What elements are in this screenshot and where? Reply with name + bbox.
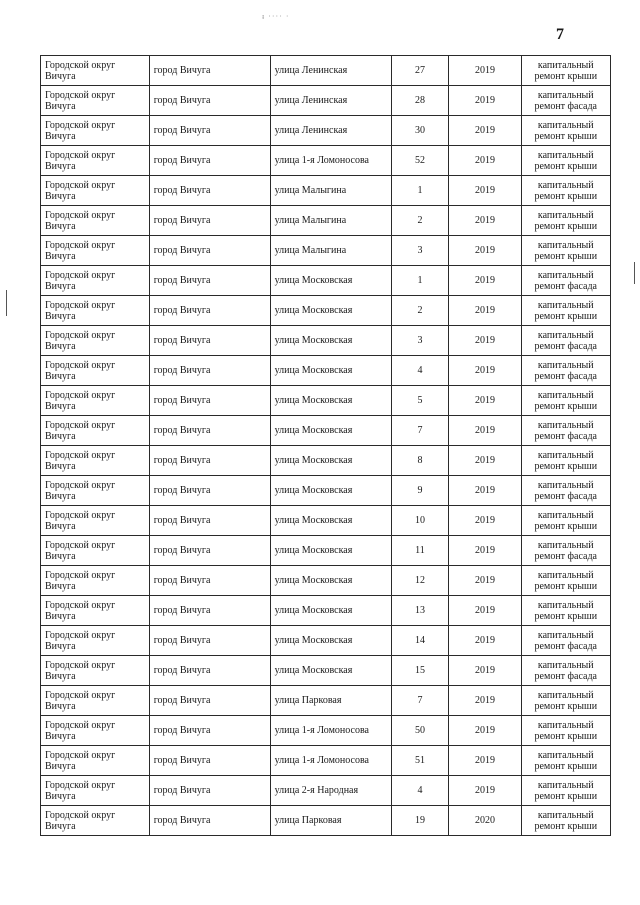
- work-type-cell-line: ремонт крыши: [534, 730, 598, 742]
- house-number-cell: 1: [391, 176, 449, 206]
- okrug-cell: [41, 716, 150, 746]
- okrug-cell-line: Вичуга: [45, 190, 76, 202]
- okrug-cell-line: Городской округ: [45, 179, 116, 191]
- work-type-cell-line: капитальный: [537, 659, 594, 671]
- city-cell: город Вичуга: [149, 326, 270, 356]
- work-type-cell: [521, 716, 610, 746]
- okrug-cell-line: Вичуга: [45, 370, 76, 382]
- work-type-cell-line: капитальный: [537, 89, 594, 101]
- table-row: [41, 206, 611, 236]
- work-type-cell-line: капитальный: [537, 449, 594, 461]
- work-type-cell: [521, 626, 610, 656]
- house-number-cell: 5: [391, 386, 449, 416]
- okrug-cell: [41, 146, 150, 176]
- work-type-cell-line: капитальный: [537, 749, 594, 761]
- city-cell: город Вичуга: [149, 296, 270, 326]
- okrug-cell: [41, 356, 150, 386]
- year-cell: 2019: [449, 536, 521, 566]
- table-row: [41, 476, 611, 506]
- city-cell: город Вичуга: [149, 116, 270, 146]
- table-row: [41, 446, 611, 476]
- okrug-cell-line: Городской округ: [45, 119, 116, 131]
- work-type-cell-line: ремонт крыши: [534, 520, 598, 532]
- work-type-cell-line: ремонт фасада: [534, 370, 597, 382]
- okrug-cell: [41, 176, 150, 206]
- okrug-cell: [41, 506, 150, 536]
- work-type-cell-line: капитальный: [537, 419, 594, 431]
- work-type-cell-line: ремонт фасада: [534, 550, 597, 562]
- table-row: [41, 716, 611, 746]
- year-cell: 2019: [449, 386, 521, 416]
- street-cell: улица Парковая: [270, 686, 391, 716]
- work-type-cell-line: ремонт крыши: [534, 130, 598, 142]
- street-cell: улица Московская: [270, 596, 391, 626]
- okrug-cell-line: Вичуга: [45, 460, 76, 472]
- okrug-cell-line: Вичуга: [45, 520, 76, 532]
- work-type-cell-line: капитальный: [537, 269, 594, 281]
- year-cell: 2019: [449, 176, 521, 206]
- okrug-cell-line: Городской округ: [45, 59, 116, 71]
- street-cell: улица Малыгина: [270, 206, 391, 236]
- city-cell: город Вичуга: [149, 656, 270, 686]
- okrug-cell-line: Городской округ: [45, 419, 116, 431]
- street-cell: улица Парковая: [270, 806, 391, 836]
- okrug-cell: [41, 236, 150, 266]
- table-row: [41, 806, 611, 836]
- okrug-cell: [41, 326, 150, 356]
- street-cell: улица Московская: [270, 296, 391, 326]
- okrug-cell-line: Вичуга: [45, 400, 76, 412]
- city-cell: город Вичуга: [149, 596, 270, 626]
- house-number-cell: 51: [391, 746, 449, 776]
- street-cell: улица Московская: [270, 266, 391, 296]
- city-cell: город Вичуга: [149, 356, 270, 386]
- year-cell: 2020: [449, 806, 521, 836]
- okrug-cell: [41, 686, 150, 716]
- okrug-cell-line: Вичуга: [45, 640, 76, 652]
- margin-mark: [634, 262, 635, 284]
- house-number-cell: 13: [391, 596, 449, 626]
- house-number-cell: 4: [391, 356, 449, 386]
- city-cell: город Вичуга: [149, 806, 270, 836]
- okrug-cell-line: Городской округ: [45, 629, 116, 641]
- table-row: [41, 566, 611, 596]
- work-type-cell-line: капитальный: [537, 149, 594, 161]
- year-cell: 2019: [449, 56, 521, 86]
- year-cell: 2019: [449, 416, 521, 446]
- work-type-cell-line: капитальный: [537, 299, 594, 311]
- house-number-cell: 1: [391, 266, 449, 296]
- street-cell: улица Московская: [270, 326, 391, 356]
- okrug-cell-line: Городской округ: [45, 329, 116, 341]
- city-cell: город Вичуга: [149, 686, 270, 716]
- street-cell: улица Московская: [270, 356, 391, 386]
- house-number-cell: 11: [391, 536, 449, 566]
- okrug-cell-line: Вичуга: [45, 160, 76, 172]
- work-type-cell-line: капитальный: [537, 179, 594, 191]
- street-cell: улица 2-я Народная: [270, 776, 391, 806]
- city-cell: город Вичуга: [149, 176, 270, 206]
- house-number-cell: 12: [391, 566, 449, 596]
- okrug-cell-line: Вичуга: [45, 220, 76, 232]
- work-type-cell: [521, 446, 610, 476]
- city-cell: город Вичуга: [149, 56, 270, 86]
- house-number-cell: 19: [391, 806, 449, 836]
- okrug-cell-line: Городской округ: [45, 689, 116, 701]
- work-type-cell-line: ремонт крыши: [534, 220, 598, 232]
- work-type-cell: [521, 116, 610, 146]
- city-cell: город Вичуга: [149, 206, 270, 236]
- year-cell: 2019: [449, 626, 521, 656]
- work-type-cell-line: капитальный: [537, 479, 594, 491]
- city-cell: город Вичуга: [149, 86, 270, 116]
- okrug-cell-line: Городской округ: [45, 659, 116, 671]
- work-type-cell: [521, 356, 610, 386]
- year-cell: 2019: [449, 596, 521, 626]
- okrug-cell-line: Городской округ: [45, 749, 116, 761]
- street-cell: улица Ленинская: [270, 86, 391, 116]
- okrug-cell-line: Вичуга: [45, 130, 76, 142]
- street-cell: улица Ленинская: [270, 56, 391, 86]
- house-number-cell: 2: [391, 296, 449, 326]
- work-type-cell: [521, 266, 610, 296]
- city-cell: город Вичуга: [149, 446, 270, 476]
- work-type-cell-line: капитальный: [537, 509, 594, 521]
- okrug-cell-line: Вичуга: [45, 280, 76, 292]
- work-type-cell-line: ремонт фасада: [534, 490, 597, 502]
- work-type-cell-line: капитальный: [537, 59, 594, 71]
- work-type-cell: [521, 176, 610, 206]
- work-type-cell-line: капитальный: [537, 569, 594, 581]
- okrug-cell-line: Вичуга: [45, 310, 76, 322]
- okrug-cell-line: Вичуга: [45, 550, 76, 562]
- work-type-cell-line: капитальный: [537, 719, 594, 731]
- street-cell: улица Московская: [270, 566, 391, 596]
- year-cell: 2019: [449, 236, 521, 266]
- work-type-cell: [521, 416, 610, 446]
- scan-artifact: ᵻ ···· ·: [262, 12, 290, 21]
- work-type-cell: [521, 206, 610, 236]
- okrug-cell: [41, 266, 150, 296]
- work-type-cell-line: ремонт крыши: [534, 610, 598, 622]
- table-row: [41, 746, 611, 776]
- okrug-cell-line: Вичуга: [45, 670, 76, 682]
- house-number-cell: 14: [391, 626, 449, 656]
- okrug-cell-line: Городской округ: [45, 209, 116, 221]
- table-row: [41, 86, 611, 116]
- house-number-cell: 8: [391, 446, 449, 476]
- okrug-cell: [41, 626, 150, 656]
- city-cell: город Вичуга: [149, 266, 270, 296]
- work-type-cell-line: ремонт фасада: [534, 670, 597, 682]
- repair-schedule-table: [40, 55, 611, 836]
- okrug-cell-line: Городской округ: [45, 269, 116, 281]
- table-row: [41, 266, 611, 296]
- okrug-cell-line: Городской округ: [45, 89, 116, 101]
- work-type-cell: [521, 746, 610, 776]
- house-number-cell: 3: [391, 326, 449, 356]
- work-type-cell-line: ремонт фасада: [534, 340, 597, 352]
- house-number-cell: 50: [391, 716, 449, 746]
- work-type-cell-line: ремонт крыши: [534, 700, 598, 712]
- okrug-cell: [41, 476, 150, 506]
- street-cell: улица Московская: [270, 536, 391, 566]
- year-cell: 2019: [449, 686, 521, 716]
- work-type-cell-line: ремонт фасада: [534, 430, 597, 442]
- street-cell: улица Малыгина: [270, 176, 391, 206]
- work-type-cell-line: ремонт крыши: [534, 160, 598, 172]
- work-type-cell: [521, 506, 610, 536]
- okrug-cell-line: Вичуга: [45, 610, 76, 622]
- okrug-cell: [41, 116, 150, 146]
- work-type-cell-line: капитальный: [537, 119, 594, 131]
- city-cell: город Вичуга: [149, 416, 270, 446]
- city-cell: город Вичуга: [149, 566, 270, 596]
- work-type-cell-line: капитальный: [537, 779, 594, 791]
- okrug-cell-line: Вичуга: [45, 760, 76, 772]
- work-type-cell: [521, 386, 610, 416]
- okrug-cell-line: Вичуга: [45, 430, 76, 442]
- okrug-cell: [41, 296, 150, 326]
- okrug-cell-line: Городской округ: [45, 509, 116, 521]
- work-type-cell-line: ремонт крыши: [534, 790, 598, 802]
- okrug-cell-line: Вичуга: [45, 730, 76, 742]
- okrug-cell: [41, 386, 150, 416]
- house-number-cell: 9: [391, 476, 449, 506]
- work-type-cell: [521, 56, 610, 86]
- house-number-cell: 10: [391, 506, 449, 536]
- table-row: [41, 56, 611, 86]
- work-type-cell-line: капитальный: [537, 389, 594, 401]
- house-number-cell: 7: [391, 686, 449, 716]
- city-cell: город Вичуга: [149, 506, 270, 536]
- city-cell: город Вичуга: [149, 626, 270, 656]
- table-row: [41, 356, 611, 386]
- okrug-cell-line: Вичуга: [45, 790, 76, 802]
- house-number-cell: 30: [391, 116, 449, 146]
- okrug-cell-line: Городской округ: [45, 599, 116, 611]
- work-type-cell: [521, 686, 610, 716]
- house-number-cell: 15: [391, 656, 449, 686]
- work-type-cell: [521, 656, 610, 686]
- table-row: [41, 776, 611, 806]
- okrug-cell-line: Вичуга: [45, 820, 76, 832]
- year-cell: 2019: [449, 266, 521, 296]
- work-type-cell-line: капитальный: [537, 359, 594, 371]
- table-row: [41, 386, 611, 416]
- okrug-cell-line: Городской округ: [45, 479, 116, 491]
- okrug-cell: [41, 656, 150, 686]
- year-cell: 2019: [449, 296, 521, 326]
- okrug-cell: [41, 536, 150, 566]
- street-cell: улица 1-я Ломоносова: [270, 746, 391, 776]
- okrug-cell-line: Городской округ: [45, 389, 116, 401]
- work-type-cell-line: капитальный: [537, 209, 594, 221]
- okrug-cell-line: Городской округ: [45, 809, 116, 821]
- house-number-cell: 7: [391, 416, 449, 446]
- work-type-cell-line: ремонт фасада: [534, 640, 597, 652]
- house-number-cell: 28: [391, 86, 449, 116]
- street-cell: улица 1-я Ломоносова: [270, 716, 391, 746]
- year-cell: 2019: [449, 116, 521, 146]
- year-cell: 2019: [449, 86, 521, 116]
- okrug-cell-line: Вичуга: [45, 700, 76, 712]
- okrug-cell-line: Городской округ: [45, 719, 116, 731]
- okrug-cell: [41, 416, 150, 446]
- work-type-cell-line: ремонт крыши: [534, 400, 598, 412]
- year-cell: 2019: [449, 656, 521, 686]
- okrug-cell: [41, 446, 150, 476]
- work-type-cell: [521, 236, 610, 266]
- work-type-cell-line: ремонт фасада: [534, 100, 597, 112]
- work-type-cell-line: ремонт крыши: [534, 190, 598, 202]
- work-type-cell-line: ремонт крыши: [534, 760, 598, 772]
- work-type-cell-line: ремонт крыши: [534, 310, 598, 322]
- okrug-cell: [41, 596, 150, 626]
- work-type-cell-line: капитальный: [537, 809, 594, 821]
- house-number-cell: 2: [391, 206, 449, 236]
- okrug-cell: [41, 86, 150, 116]
- work-type-cell: [521, 806, 610, 836]
- okrug-cell-line: Вичуга: [45, 100, 76, 112]
- okrug-cell-line: Вичуга: [45, 340, 76, 352]
- okrug-cell: [41, 206, 150, 236]
- table-row: [41, 506, 611, 536]
- house-number-cell: 52: [391, 146, 449, 176]
- table-row: [41, 326, 611, 356]
- table-row: [41, 536, 611, 566]
- table-row: [41, 656, 611, 686]
- margin-mark: [6, 290, 7, 316]
- table-row: [41, 176, 611, 206]
- year-cell: 2019: [449, 776, 521, 806]
- work-type-cell: [521, 596, 610, 626]
- work-type-cell-line: ремонт крыши: [534, 250, 598, 262]
- city-cell: город Вичуга: [149, 536, 270, 566]
- year-cell: 2019: [449, 326, 521, 356]
- city-cell: город Вичуга: [149, 716, 270, 746]
- table-row: [41, 596, 611, 626]
- table-body: [41, 56, 611, 836]
- year-cell: 2019: [449, 566, 521, 596]
- work-type-cell-line: капитальный: [537, 329, 594, 341]
- year-cell: 2019: [449, 206, 521, 236]
- year-cell: 2019: [449, 446, 521, 476]
- city-cell: город Вичуга: [149, 146, 270, 176]
- city-cell: город Вичуга: [149, 476, 270, 506]
- okrug-cell-line: Городской округ: [45, 239, 116, 251]
- street-cell: улица Московская: [270, 506, 391, 536]
- okrug-cell: [41, 776, 150, 806]
- work-type-cell: [521, 536, 610, 566]
- table-row: [41, 296, 611, 326]
- work-type-cell-line: ремонт крыши: [534, 820, 598, 832]
- work-type-cell: [521, 296, 610, 326]
- street-cell: улица Ленинская: [270, 116, 391, 146]
- okrug-cell-line: Городской округ: [45, 359, 116, 371]
- work-type-cell-line: капитальный: [537, 539, 594, 551]
- okrug-cell-line: Вичуга: [45, 490, 76, 502]
- table-row: [41, 146, 611, 176]
- okrug-cell: [41, 566, 150, 596]
- city-cell: город Вичуга: [149, 236, 270, 266]
- street-cell: улица Московская: [270, 476, 391, 506]
- okrug-cell-line: Городской округ: [45, 779, 116, 791]
- okrug-cell-line: Городской округ: [45, 449, 116, 461]
- year-cell: 2019: [449, 716, 521, 746]
- okrug-cell-line: Городской округ: [45, 299, 116, 311]
- okrug-cell-line: Городской округ: [45, 149, 116, 161]
- work-type-cell-line: капитальный: [537, 629, 594, 641]
- work-type-cell-line: ремонт фасада: [534, 280, 597, 292]
- street-cell: улица Московская: [270, 386, 391, 416]
- city-cell: город Вичуга: [149, 776, 270, 806]
- house-number-cell: 27: [391, 56, 449, 86]
- work-type-cell: [521, 86, 610, 116]
- street-cell: улица Малыгина: [270, 236, 391, 266]
- okrug-cell-line: Городской округ: [45, 539, 116, 551]
- city-cell: город Вичуга: [149, 386, 270, 416]
- table-row: [41, 416, 611, 446]
- street-cell: улица Московская: [270, 416, 391, 446]
- street-cell: улица Московская: [270, 656, 391, 686]
- page-number: 7: [556, 26, 564, 43]
- work-type-cell: [521, 326, 610, 356]
- street-cell: улица 1-я Ломоносова: [270, 146, 391, 176]
- year-cell: 2019: [449, 146, 521, 176]
- okrug-cell: [41, 746, 150, 776]
- okrug-cell: [41, 806, 150, 836]
- work-type-cell-line: ремонт крыши: [534, 460, 598, 472]
- work-type-cell: [521, 566, 610, 596]
- street-cell: улица Московская: [270, 626, 391, 656]
- year-cell: 2019: [449, 356, 521, 386]
- okrug-cell-line: Вичуга: [45, 250, 76, 262]
- city-cell: город Вичуга: [149, 746, 270, 776]
- house-number-cell: 4: [391, 776, 449, 806]
- okrug-cell-line: Вичуга: [45, 70, 76, 82]
- year-cell: 2019: [449, 476, 521, 506]
- table-row: [41, 116, 611, 146]
- work-type-cell: [521, 476, 610, 506]
- work-type-cell-line: ремонт крыши: [534, 70, 598, 82]
- work-type-cell-line: капитальный: [537, 239, 594, 251]
- work-type-cell: [521, 776, 610, 806]
- table-row: [41, 236, 611, 266]
- house-number-cell: 3: [391, 236, 449, 266]
- work-type-cell-line: капитальный: [537, 689, 594, 701]
- okrug-cell: [41, 56, 150, 86]
- table-row: [41, 686, 611, 716]
- work-type-cell: [521, 146, 610, 176]
- okrug-cell-line: Вичуга: [45, 580, 76, 592]
- work-type-cell-line: ремонт крыши: [534, 580, 598, 592]
- street-cell: улица Московская: [270, 446, 391, 476]
- year-cell: 2019: [449, 506, 521, 536]
- okrug-cell-line: Городской округ: [45, 569, 116, 581]
- year-cell: 2019: [449, 746, 521, 776]
- work-type-cell-line: капитальный: [537, 599, 594, 611]
- table-row: [41, 626, 611, 656]
